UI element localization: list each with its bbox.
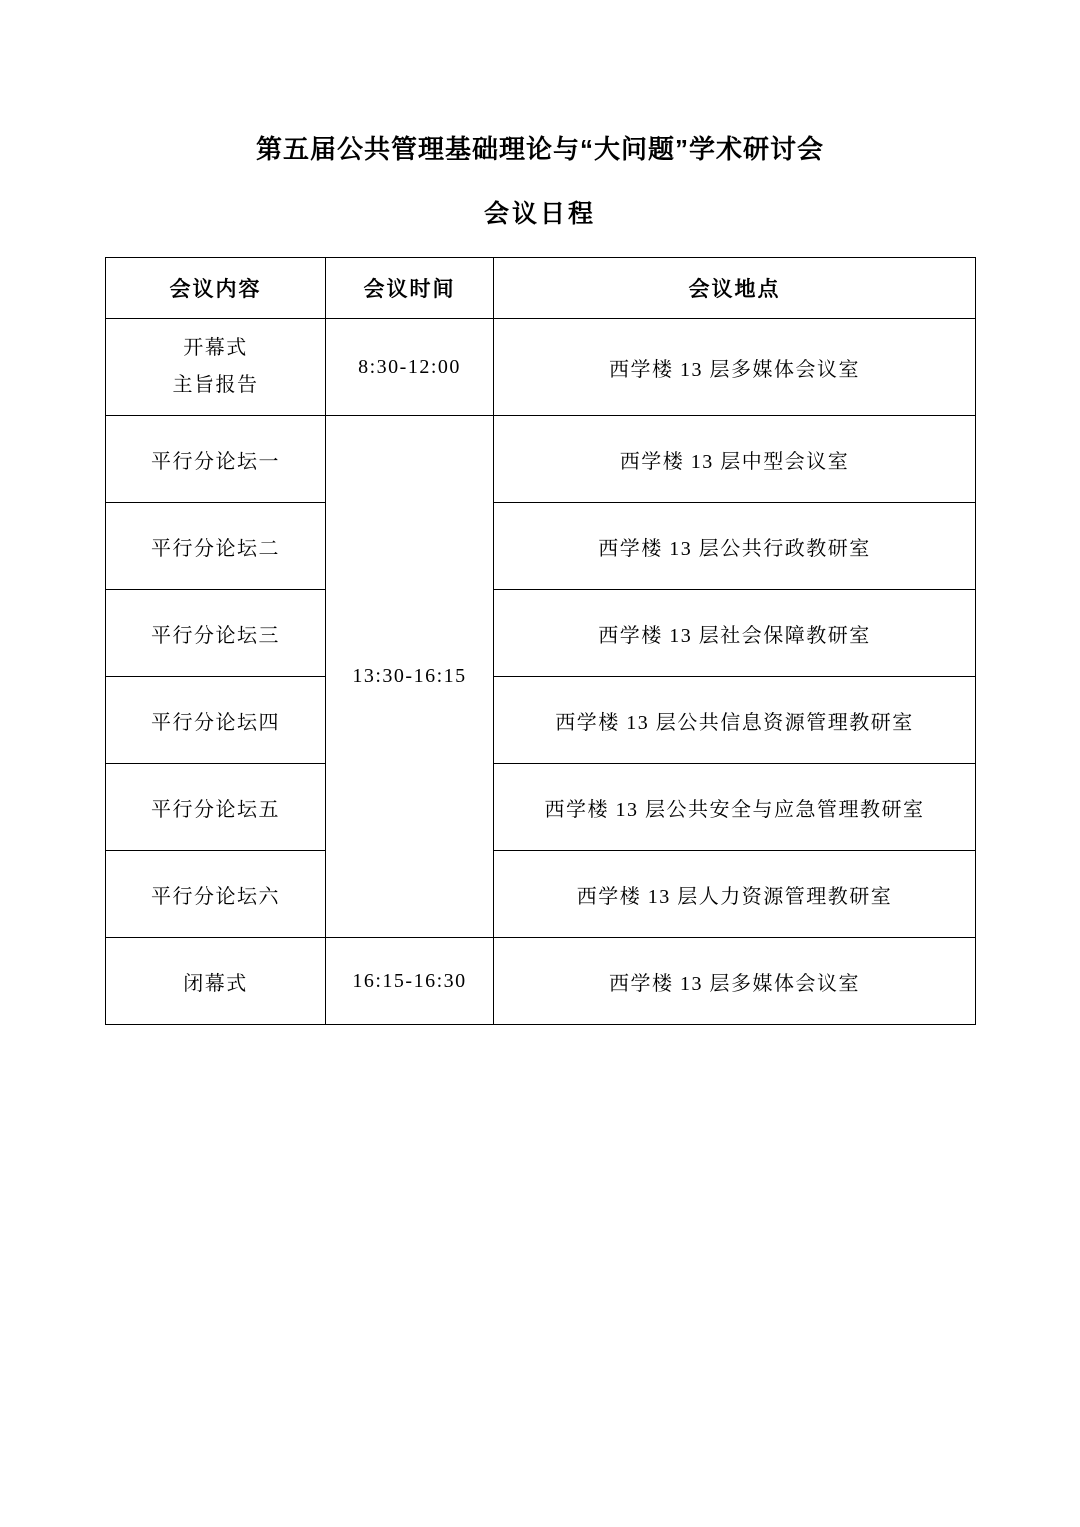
table-row: [106, 319, 976, 416]
cell-session-name: 平行分论坛六: [106, 851, 326, 938]
session-name-line1: 开幕式: [183, 337, 248, 360]
cell-session-name: 平行分论坛四: [106, 677, 326, 764]
table-row: [106, 851, 976, 938]
cell-session-name: 平行分论坛三: [106, 590, 326, 677]
page-subtitle: 会议日程: [483, 200, 596, 229]
cell-session-name: 闭幕式: [106, 938, 326, 1025]
column-header-content: 会议内容: [106, 258, 326, 319]
column-header-place: 会议地点: [494, 258, 976, 319]
cell-session-place: 西学楼 13 层多媒体会议室: [494, 938, 976, 1025]
cell-session-place: 西学楼 13 层社会保障教研室: [494, 590, 976, 677]
table-row: [106, 677, 976, 764]
cell-session-name: 平行分论坛二: [106, 503, 326, 590]
table-row: [106, 938, 976, 1025]
cell-session-name: [106, 319, 326, 416]
table-header-row: [106, 258, 976, 319]
cell-session-name: 平行分论坛一: [106, 416, 326, 503]
page-title: 第五届公共管理基础理论与“大问题”学术研讨会: [255, 134, 824, 164]
session-name-line2: 主旨报告: [172, 374, 259, 397]
cell-session-time: 8:30-12:00: [326, 319, 494, 416]
cell-session-name: 平行分论坛五: [106, 764, 326, 851]
cell-session-time: 16:15-16:30: [326, 938, 494, 1025]
schedule-table-wrapper: [105, 229, 975, 1025]
schedule-table: [105, 257, 976, 1025]
table-row: [106, 416, 976, 503]
cell-session-place: 西学楼 13 层人力资源管理教研室: [494, 851, 976, 938]
table-row: [106, 503, 976, 590]
cell-session-place: 西学楼 13 层中型会议室: [494, 416, 976, 503]
table-row: [106, 590, 976, 677]
column-header-time: 会议时间: [326, 258, 494, 319]
cell-session-place: 西学楼 13 层多媒体会议室: [494, 319, 976, 416]
cell-session-time-merged: 13:30-16:15: [326, 416, 494, 938]
cell-session-place: 西学楼 13 层公共安全与应急管理教研室: [494, 764, 976, 851]
table-row: [106, 764, 976, 851]
cell-session-place: 西学楼 13 层公共行政教研室: [494, 503, 976, 590]
cell-session-place: 西学楼 13 层公共信息资源管理教研室: [494, 677, 976, 764]
